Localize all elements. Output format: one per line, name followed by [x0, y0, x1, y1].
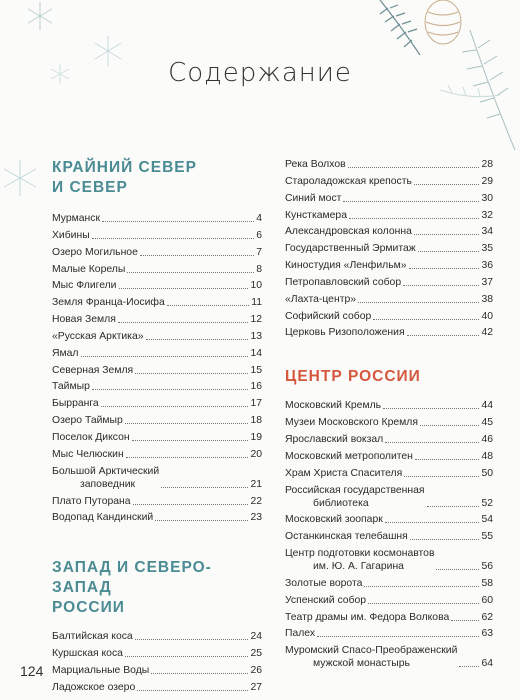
toc-entry[interactable] — [285, 644, 493, 670]
toc-entry[interactable] — [52, 495, 262, 508]
toc-entry-label: Мыс Челюскин — [52, 448, 124, 460]
toc-entry-label-line: Большой Арктический — [52, 465, 160, 477]
toc-entry-label: Храм Христа Спасителя — [285, 467, 403, 479]
toc-entry-page: 58 — [481, 577, 493, 589]
dot-leader — [167, 305, 249, 306]
toc-entry-page: 28 — [481, 159, 493, 170]
toc-entry-label: «Лахта-центр» — [285, 293, 357, 305]
toc-entry[interactable] — [52, 296, 262, 309]
toc-entry[interactable] — [52, 448, 262, 461]
toc-entry-label — [285, 547, 434, 573]
dot-leader — [137, 690, 248, 691]
dot-leader — [409, 268, 480, 269]
snowflake-icon — [28, 2, 52, 30]
toc-list-center — [285, 399, 493, 670]
dot-leader — [459, 666, 479, 667]
toc-entry[interactable] — [52, 647, 262, 660]
toc-entry-label: Земля Франца-Иосифа — [52, 297, 165, 309]
toc-entry-label: Марциальные Воды — [52, 664, 150, 676]
toc-entry-page: 48 — [481, 450, 493, 462]
dot-leader — [418, 251, 480, 252]
dot-leader — [119, 288, 249, 289]
toc-entry[interactable] — [52, 330, 262, 343]
dot-leader — [81, 356, 249, 357]
dot-leader — [101, 406, 249, 407]
toc-entry-label: Театр драмы им. Федора Волкова — [285, 611, 450, 623]
toc-entry-label-line: библиотека — [313, 497, 369, 509]
toc-entry[interactable] — [52, 380, 262, 393]
toc-entry-label: Церковь Ризоположения — [285, 327, 405, 339]
toc-entry-page: 7 — [256, 246, 262, 258]
toc-entry-page: 22 — [250, 495, 262, 507]
toc-entry[interactable] — [52, 397, 262, 410]
toc-entry-page: 27 — [250, 681, 262, 693]
dot-leader — [146, 339, 249, 340]
toc-entry-page: 32 — [481, 209, 493, 221]
dot-leader — [151, 673, 248, 674]
toc-entry[interactable] — [52, 465, 262, 491]
toc-entry-label: Мурманск — [52, 213, 101, 224]
toc-entry-page: 36 — [481, 260, 493, 272]
toc-entry-label: Александровская колонна — [285, 226, 412, 238]
toc-entry-label: Московский Кремль — [285, 400, 382, 412]
toc-entry[interactable] — [285, 467, 493, 480]
section-title-line: И СЕВЕР — [52, 179, 128, 196]
snowflake-icon — [4, 160, 36, 196]
toc-entry-label: Ярославский вокзал — [285, 433, 384, 445]
dot-leader — [133, 504, 249, 505]
spruce-branch-icon — [462, 30, 515, 150]
toc-entry[interactable] — [285, 484, 493, 510]
toc-list-northwest-cont — [285, 158, 493, 339]
toc-entry-label: Водопад Кандинский — [52, 512, 154, 524]
toc-entry-page: 23 — [250, 512, 262, 524]
toc-left-column — [52, 158, 262, 698]
page-title: Содержание — [168, 58, 352, 88]
toc-entry[interactable] — [285, 547, 493, 573]
toc-entry-label: Палех — [285, 628, 316, 640]
toc-entry[interactable] — [285, 594, 493, 607]
dot-leader — [414, 184, 480, 185]
toc-entry-label: Ямал — [52, 347, 79, 359]
toc-entry-label: Государственный Эрмитаж — [285, 243, 416, 255]
dot-leader — [102, 221, 254, 222]
toc-entry[interactable] — [285, 450, 493, 463]
toc-entry-page: 15 — [250, 364, 262, 376]
section-title-center: ЦЕНТР РОССИИ — [285, 368, 421, 386]
toc-entry-label: Московский метрополитен — [285, 450, 413, 462]
section-title-north — [52, 158, 262, 198]
toc-entry-label: «Русская Арктика» — [52, 330, 144, 342]
toc-entry[interactable] — [285, 530, 493, 543]
toc-entry-label-line: мужской монастырь — [313, 658, 410, 670]
toc-entry-label: Петропавловский собор — [285, 276, 402, 288]
toc-entry[interactable] — [285, 326, 493, 339]
dot-leader — [132, 440, 249, 441]
toc-entry-label: Плато Путорана — [52, 495, 131, 507]
dot-leader — [317, 636, 479, 637]
pinecone-icon — [425, 0, 461, 44]
dot-leader — [407, 335, 480, 336]
toc-entry-label — [285, 484, 425, 510]
toc-entry-label-line: Российская государственная — [285, 484, 425, 496]
toc-entry-label: Успенский собор — [285, 594, 367, 606]
page-number: 124 — [20, 663, 44, 679]
toc-entry[interactable] — [285, 399, 493, 412]
toc-entry-page: 13 — [250, 330, 262, 342]
toc-entry[interactable] — [52, 681, 262, 694]
toc-entry-page: 16 — [250, 381, 262, 393]
toc-entry-page: 24 — [250, 631, 262, 643]
toc-entry-page: 60 — [481, 594, 493, 606]
toc-entry-page: 56 — [481, 561, 493, 573]
toc-entry-page: 42 — [481, 327, 493, 339]
toc-entry-page: 54 — [481, 514, 493, 526]
toc-entry-page: 34 — [481, 226, 493, 238]
toc-entry[interactable] — [52, 630, 262, 643]
toc-entry-label: Озеро Могильное — [52, 246, 138, 258]
toc-entry[interactable] — [285, 225, 493, 238]
dot-leader — [125, 656, 249, 657]
toc-entry[interactable] — [285, 627, 493, 640]
toc-entry-label: Останкинская телебашня — [285, 531, 408, 543]
toc-entry[interactable] — [285, 293, 493, 306]
toc-entry[interactable] — [52, 229, 262, 242]
toc-entry-page: 64 — [481, 658, 493, 670]
dot-leader — [385, 442, 479, 443]
toc-entry[interactable] — [285, 611, 493, 624]
toc-entry-page: 12 — [250, 314, 262, 326]
toc-entry-label: Озеро Таймыр — [52, 415, 123, 427]
dot-leader — [92, 389, 249, 390]
dot-leader — [415, 459, 480, 460]
dot-leader — [348, 167, 480, 168]
toc-list-north — [52, 212, 262, 524]
toc-entry-page: 26 — [250, 664, 262, 676]
toc-entry[interactable] — [52, 246, 262, 259]
dot-leader — [358, 302, 479, 303]
toc-entry-label: Киностудия «Ленфильм» — [285, 260, 407, 272]
toc-entry[interactable] — [52, 431, 262, 444]
toc-entry-page: 6 — [256, 229, 262, 241]
dot-leader — [436, 569, 479, 570]
toc-entry-label: Московский зоопарк — [285, 514, 383, 526]
dot-leader — [451, 620, 479, 621]
toc-entry-label: Ладожское озеро — [52, 681, 136, 693]
toc-entry-page: 35 — [481, 243, 493, 255]
toc-entry[interactable] — [52, 313, 262, 326]
toc-entry-page: 55 — [481, 531, 493, 543]
toc-entry-page: 14 — [250, 347, 262, 359]
toc-entry[interactable] — [52, 263, 262, 276]
toc-entry-label — [285, 644, 457, 670]
toc-entry-page: 62 — [481, 611, 493, 623]
toc-entry-label: Мыс Флигели — [52, 280, 117, 292]
toc-entry-label: Староладожская крепость — [285, 175, 412, 187]
toc-entry[interactable] — [285, 513, 493, 526]
toc-entry-page: 44 — [481, 400, 493, 412]
dot-leader — [368, 603, 479, 604]
dot-leader — [126, 457, 249, 458]
toc-entry-page: 4 — [256, 213, 262, 224]
dot-leader — [125, 423, 249, 424]
toc-entry-label: Куршская коса — [52, 648, 123, 660]
dot-leader — [427, 506, 480, 507]
toc-entry-label: Поселок Диксон — [52, 431, 130, 443]
dot-leader — [373, 319, 479, 320]
toc-entry-label: Река Волхов — [285, 159, 346, 170]
toc-entry-label: Кунсткамера — [285, 209, 347, 221]
dot-leader — [385, 522, 480, 523]
toc-entry-label: Музеи Московского Кремля — [285, 417, 418, 429]
section-title-line: РОССИИ — [52, 599, 125, 617]
toc-entry[interactable] — [52, 364, 262, 377]
toc-entry-page: 40 — [481, 310, 493, 322]
toc-entry[interactable] — [285, 192, 493, 205]
dot-leader — [404, 476, 479, 477]
toc-entry-label: Северная Земля — [52, 364, 134, 376]
toc-entry-page: 25 — [250, 648, 262, 660]
toc-entry-page: 50 — [481, 467, 493, 479]
toc-entry-page: 17 — [250, 398, 262, 410]
toc-entry-page: 30 — [481, 192, 493, 204]
toc-entry-page: 21 — [250, 478, 262, 490]
toc-entry-label: Новая Земля — [52, 314, 116, 326]
toc-entry-label: Балтийская коса — [52, 631, 133, 643]
dot-leader — [403, 285, 479, 286]
toc-entry[interactable] — [285, 433, 493, 446]
toc-entry-label-line: им. Ю. А. Гагарина — [313, 561, 404, 573]
toc-entry[interactable] — [52, 347, 262, 360]
toc-entry[interactable] — [285, 577, 493, 590]
dot-leader — [420, 425, 479, 426]
toc-entry-page: 46 — [481, 433, 493, 445]
dot-leader — [140, 255, 254, 256]
dot-leader — [349, 218, 479, 219]
toc-entry-page: 11 — [251, 297, 262, 309]
dot-leader — [118, 322, 249, 323]
section-title-line: ЗАПАД И СЕВЕРО-ЗАПАД — [52, 559, 212, 597]
toc-entry-label: Золотые ворота — [285, 577, 363, 589]
dot-leader — [343, 201, 479, 202]
dot-leader — [414, 234, 480, 235]
toc-entry-page: 45 — [481, 417, 493, 429]
toc-entry-page: 8 — [256, 263, 262, 275]
toc-list-west — [52, 630, 262, 694]
toc-entry[interactable] — [285, 259, 493, 272]
toc-entry-page: 29 — [481, 175, 493, 187]
toc-entry-label-line: Муромский Спасо-Преображенский — [285, 645, 458, 657]
toc-entry-label-line: заповедник — [80, 478, 136, 490]
toc-entry-label-line: Центр подготовки космонавтов — [285, 548, 435, 560]
dot-leader — [161, 487, 248, 488]
toc-entry-page: 18 — [250, 415, 262, 427]
toc-right-column — [285, 158, 493, 674]
toc-entry[interactable] — [285, 209, 493, 222]
toc-entry[interactable] — [52, 511, 262, 524]
dot-leader — [383, 408, 479, 409]
toc-entry[interactable] — [285, 175, 493, 188]
toc-entry[interactable] — [285, 242, 493, 255]
toc-entry-label: Таймыр — [52, 381, 90, 393]
toc-entry-page: 52 — [481, 497, 493, 509]
toc-entry-label: Софийский собор — [285, 310, 372, 322]
dot-leader — [92, 238, 255, 239]
toc-entry-page: 19 — [250, 431, 262, 443]
dot-leader — [127, 272, 254, 273]
toc-entry-page: 38 — [481, 293, 493, 305]
dot-leader — [135, 639, 249, 640]
toc-entry-label — [52, 465, 159, 491]
toc-entry[interactable] — [52, 279, 262, 292]
dot-leader — [155, 520, 248, 521]
dot-leader — [364, 586, 479, 587]
toc-entry-label: Малые Корелы — [52, 263, 126, 275]
toc-entry-page: 63 — [481, 628, 493, 640]
toc-entry[interactable] — [52, 212, 262, 225]
section-title-west — [52, 558, 262, 618]
toc-entry[interactable] — [285, 310, 493, 323]
toc-entry[interactable] — [52, 414, 262, 427]
toc-entry-label: Бырранга — [52, 398, 99, 410]
toc-entry[interactable] — [285, 158, 493, 171]
dot-leader — [410, 539, 480, 540]
toc-entry-label: Синий мост — [285, 192, 342, 204]
toc-entry[interactable] — [52, 664, 262, 677]
toc-entry-label: Хибины — [52, 229, 90, 241]
dot-leader — [135, 373, 248, 374]
toc-entry[interactable] — [285, 416, 493, 429]
toc-entry-page: 37 — [481, 276, 493, 288]
section-title-line: КРАЙНИЙ СЕВЕР — [52, 159, 197, 176]
toc-entry-page: 10 — [250, 280, 262, 292]
pine-branch-icon — [380, 0, 420, 55]
toc-entry[interactable] — [285, 276, 493, 289]
toc-entry-page: 20 — [250, 448, 262, 460]
